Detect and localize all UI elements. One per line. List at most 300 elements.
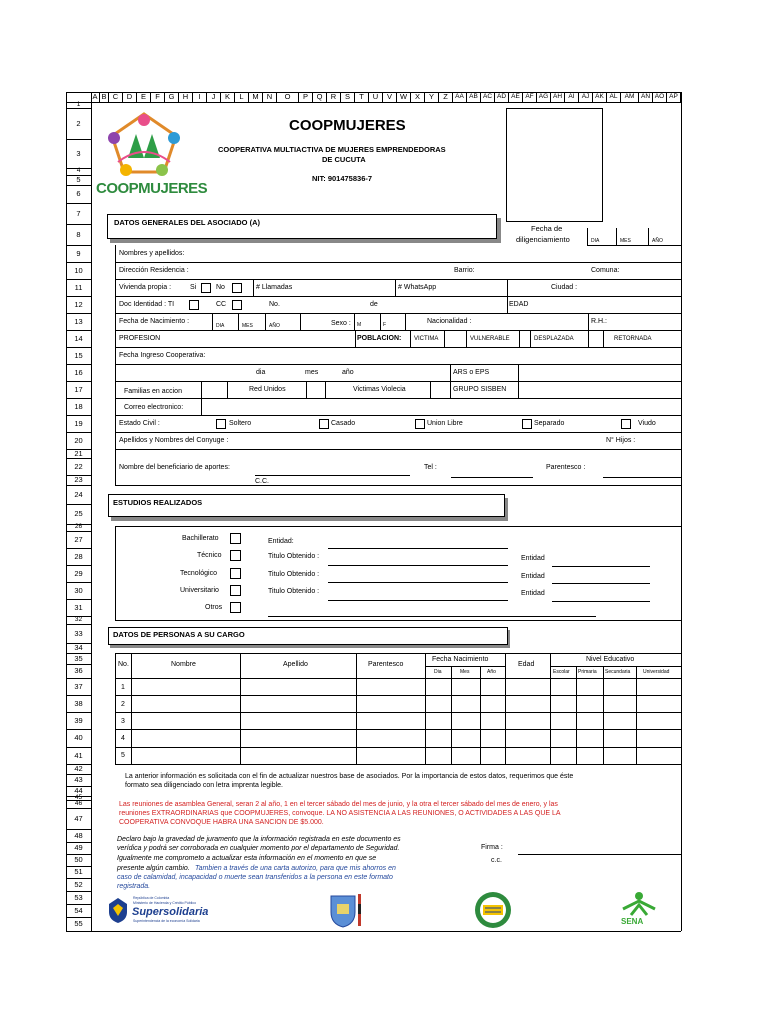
red-note-2: reuniones EXTRAORDINARIAS que COOPMUJERES, convoque. LA NO ASISTENCIA A LAS REUNIONES, O ACTIVIDADES A LAS QUE LA [119,810,561,817]
vulnerable-option[interactable]: VULNERABLE [470,336,510,342]
sena-wordmark: SENA [621,917,644,926]
row-number: 2 [76,118,81,128]
photo-box[interactable] [506,108,603,222]
viudo-label: Viudo [638,420,656,427]
row-number: 41 [74,750,83,760]
declaration-4: presente algún cambio. [117,865,190,872]
divider [507,279,508,296]
estado-civil-label: Estado Civil : [119,420,160,427]
blue-note-3: registrada. [117,883,151,890]
row-number: 50 [74,855,83,865]
row-separator [66,262,91,263]
column-header: AP [667,92,681,102]
divider [576,666,577,765]
divider [354,313,355,330]
fecha-nac-dia: DIA [216,323,225,329]
cargo-row-number: 3 [121,718,125,725]
row-separator [66,245,91,246]
bachillerato-checkbox[interactable] [230,533,241,544]
desplazada-option[interactable]: DESPLAZADA [534,336,574,342]
row-number: 33 [74,628,83,638]
titulo-3-label: Titulo Obtenido : [268,588,320,595]
row-number: 40 [74,733,83,743]
firma-label: Firma : [481,844,503,851]
row-separator [66,224,91,225]
col-parentesco: Parentesco [368,661,404,668]
col-secundaria: Secundaria [605,669,631,675]
profesion-label: PROFESION [119,335,161,342]
row-number: 47 [74,813,83,823]
cargo-row-number: 4 [121,735,125,742]
divider [648,228,649,245]
row-separator [66,485,91,486]
rh-label: R.H.: [591,318,607,325]
otros-label: Otros [205,604,223,611]
column-header: Q [313,92,327,102]
column-header: C [109,92,123,102]
frame-rownum-sep [91,92,92,931]
row-separator [66,504,91,505]
fecha-nac-label: Fecha de Nacimiento : [119,318,190,325]
divider [530,330,531,347]
row-separator [66,599,91,600]
col-primaria: Primaria [578,669,597,675]
column-header: F [151,92,165,102]
fecha-dia: DIA [591,238,600,244]
org-name: COOPMUJERES [289,117,406,134]
col-nombre: Nombre [171,661,196,668]
row-number: 39 [74,715,83,725]
row-separator [66,931,91,932]
divider [450,381,451,398]
divider [507,296,508,313]
whatsapp-label: # WhatsApp [398,284,437,291]
row-separator [66,548,91,549]
row-number: 49 [74,843,83,853]
column-header: AD [495,92,509,102]
edad-label: EDAD [509,301,529,308]
divider [552,583,650,584]
row-number: 34 [74,643,83,653]
cargo-row-number: 2 [121,701,125,708]
divider [227,381,228,398]
col-edad: Edad [518,661,535,668]
info-note-1: La anterior información es solicitada con el fin de actualizar nuestros base de asociados. Por la importancia de estos datos, requerimos que éste [125,773,574,780]
row-number: 28 [74,551,83,561]
cucuta-shield-icon [328,892,362,928]
column-header: AC [481,92,495,102]
row-separator [66,185,91,186]
divider [518,854,681,855]
sexo-m: M [357,322,362,328]
fecha-nac-mes: MES [242,323,253,329]
de-label: de [370,301,378,308]
comuna-label: Comuna: [591,267,620,274]
row-separator [66,582,91,583]
row-separator [66,878,91,879]
divider [552,601,650,602]
frame-bottom [66,931,681,932]
row-number: 6 [76,189,81,199]
divider [115,330,681,331]
divider [212,313,213,330]
row-separator [66,347,91,348]
column-header: V [383,92,397,102]
viudo-checkbox[interactable] [621,419,631,429]
alcaldia-seal-icon [473,891,513,929]
blue-note-1: Tambien a través de una carta autorizo, para que mis ahorros en [195,865,396,872]
row-number: 42 [74,764,83,774]
row-number: 10 [74,265,83,275]
red-unidos-label: Red Unidos [249,386,286,393]
divider [300,313,301,330]
row-separator [66,364,91,365]
tecnico-label: Técnico [197,552,222,559]
divider [265,313,266,330]
col-universidad: Universidad [643,669,670,675]
row-separator [66,829,91,830]
row-number: 11 [74,282,83,292]
conyuge-label: Apellidos y Nombres del Conyuge : [119,437,229,444]
union-libre-checkbox[interactable] [415,419,425,429]
col-escolar: Escolar [553,669,570,675]
column-header: M [249,92,263,102]
victima-option[interactable]: VICTIMA [414,336,439,342]
ars-label: ARS o EPS [453,369,490,376]
header-bottom-line [66,102,681,103]
divider [451,477,533,478]
divider [201,398,202,415]
union-libre-label: Union Libre [427,420,463,427]
divider [115,398,681,399]
row-separator [66,381,91,382]
casado-checkbox[interactable] [319,419,329,429]
col-mes: Mes [460,669,470,675]
nacionalidad-label: Nacionalidad : [427,318,472,325]
entidad-label: Entidad: [268,538,294,545]
divider [603,477,681,478]
column-header: D [123,92,137,102]
column-header: S [341,92,355,102]
row-separator [66,808,91,809]
vivienda-no-checkbox[interactable] [232,283,242,293]
soltero-label: Soltero [229,420,252,427]
blue-note-2: caso de calamidad, incapacidad o muerte sean transferidos a la persona en este formato [117,874,393,881]
row-number: 24 [74,489,83,499]
row-number: 53 [74,892,83,902]
row-number: 15 [74,350,83,360]
universitario-checkbox[interactable] [230,585,241,596]
titulo-2-label: Titulo Obtenido : [268,571,320,578]
ingreso-mes: mes [305,369,319,376]
red-note-1: Las reuniones de asamblea General, seran 2 al año, 1 en el tercer sábado del mes de junio, y la otra el tercer sábado del mes de enero, y las [119,801,558,808]
row-number: 3 [76,148,81,158]
row-number: 35 [74,653,83,663]
divider [268,616,596,617]
divider [410,330,411,347]
column-header: AJ [579,92,593,102]
col-no: No. [118,661,129,668]
divider [115,381,681,382]
vivienda-label: Vivienda propia : [119,284,172,291]
row-number: 9 [76,248,81,258]
fecha-nac-ano: AÑO [269,323,280,329]
beneficiario-label: Nombre del beneficiario de aportes: [119,464,230,471]
row-number: 32 [74,615,83,623]
column-header: AI [565,92,579,102]
row-number: 14 [74,333,83,343]
org-full-line2: DE CUCUTA [322,155,366,164]
divider [405,313,406,330]
column-header: E [137,92,151,102]
row-number: 55 [74,919,83,929]
divider [355,330,356,347]
column-header: AA [453,92,467,102]
super-small-2: Ministerio de Hacienda y Crédito Público [133,901,197,905]
divider [131,653,132,765]
row-number: 22 [74,461,83,471]
column-header: T [355,92,369,102]
si-label: Si [190,284,197,291]
separado-checkbox[interactable] [522,419,532,429]
row-number: 54 [74,905,83,915]
row-number: 27 [74,534,83,544]
section-general-title: DATOS GENERALES DEL ASOCIADO (A) [114,218,260,227]
row-separator [66,891,91,892]
row-number: 38 [74,698,83,708]
sexo-label: Sexo : [331,320,351,327]
row-number: 37 [74,681,83,691]
column-header: AH [551,92,565,102]
tel-label: Tel : [424,464,437,471]
divider [115,296,681,297]
ti-checkbox[interactable] [189,300,199,310]
fecha-mes: MES [620,238,631,244]
correo-label: Correo electronico: [124,404,184,411]
vivienda-si-checkbox[interactable] [201,283,211,293]
doc-identidad-label: Doc Identidad : TI [119,301,175,308]
divider [306,381,307,398]
row-separator [66,415,91,416]
column-header: AE [509,92,523,102]
divider [115,747,681,748]
divider [505,653,506,765]
row-separator [66,139,91,140]
divider [115,415,681,416]
column-header: X [411,92,425,102]
declaration-1: Declaro bajo la gravedad de juramento que la información registrada en este documento es [117,836,401,843]
row-separator [66,330,91,331]
logo-wordmark: COOPMUJERES [96,180,208,197]
row-separator [66,432,91,433]
ciudad-label: Ciudad : [551,284,578,291]
row-number: 29 [74,568,83,578]
divider [115,364,681,365]
row-number: 13 [74,316,83,326]
no-doc-label: No. [269,301,280,308]
section-cargo-title: DATOS DE PERSONAS A SU CARGO [113,630,245,639]
divider [255,475,410,476]
info-note-2: formato sea diligenciado con letra imprenta legible. [125,782,283,789]
column-header: J [207,92,221,102]
row-separator [66,398,91,399]
divider [588,330,589,347]
divider [115,695,681,696]
row-number: 7 [76,208,81,218]
column-header: G [165,92,179,102]
firma-cc-label: c.c. [491,857,502,864]
familias-label: Familias en accion [124,388,182,395]
fecha-ano: AÑO [652,238,663,244]
row-number: 52 [74,879,83,889]
row-separator [66,712,91,713]
titulo-1-label: Titulo Obtenido : [268,553,320,560]
cc-checkbox[interactable] [232,300,242,310]
grupo-sisben-label: GRUPO SISBEN [453,386,507,393]
column-header: L [235,92,249,102]
divider [115,313,681,314]
cargo-row-number: 5 [121,752,125,759]
column-header: AM [621,92,639,102]
otros-checkbox[interactable] [230,602,241,613]
col-nivel: Nivel Educativo [586,656,635,663]
divider [115,678,681,679]
no-label: No [216,284,225,291]
row-number: 25 [74,509,83,519]
row-number: 20 [74,435,83,445]
divider [328,548,508,549]
row-separator [66,565,91,566]
divider [588,313,589,330]
column-header: P [299,92,313,102]
row-separator [66,296,91,297]
divider [115,712,681,713]
column-header: O [277,92,299,102]
row-separator [66,729,91,730]
row-number: 45 [74,793,83,801]
row-separator [66,747,91,748]
universitario-label: Universitario [180,587,219,594]
entidad-3-label: Entidad [521,573,545,580]
row-number: 16 [74,367,83,377]
row-number: 1 [76,100,81,108]
col-ano: Año [487,669,496,675]
row-number: 18 [74,401,83,411]
row-separator [66,279,91,280]
nombres-label: Nombres y apellidos: [119,250,185,257]
red-note-3: COOPERATIVA CONVOQUE HABRA UNA SANCION DE $5.000. [119,819,324,826]
column-header: AL [607,92,621,102]
declaration-3: Igualmente me comprometo a actualizar esta información en el momento en que se [117,855,377,862]
divider [466,330,467,347]
divider [328,600,508,601]
divider [603,666,604,765]
column-header: K [221,92,235,102]
direccion-label: Dirección Residencia : [119,267,189,274]
divider [636,666,637,765]
row-separator [66,458,91,459]
divider [519,330,520,347]
row-separator [66,624,91,625]
row-number: 5 [76,175,81,185]
cc-beneficiario-label: C.C. [255,478,269,485]
divider [115,432,681,433]
column-header: H [179,92,193,102]
row-separator [66,664,91,665]
divider [201,381,202,398]
row-number: 36 [74,666,83,676]
victimas-violencia-label: Victimas Violecia [353,386,406,393]
column-header: AK [593,92,607,102]
supersolidaria-emblem-icon [107,896,129,924]
divider [115,729,681,730]
retornada-option[interactable]: RETORNADA [614,336,652,342]
column-header: AN [639,92,653,102]
divider [451,666,452,765]
divider [115,485,681,486]
soltero-checkbox[interactable] [216,419,226,429]
cc-label: CC [216,301,227,308]
row-separator [66,678,91,679]
ingreso-dia: dia [256,369,266,376]
divider [587,228,588,245]
column-header: AF [523,92,537,102]
row-separator [66,695,91,696]
column-header: R [327,92,341,102]
row-separator [66,203,91,204]
org-full-line1: COOPERATIVA MULTIACTIVA DE MUJERES EMPRENDEDORAS [218,145,446,154]
column-header: AO [653,92,667,102]
row-number: 17 [74,384,83,394]
divider [552,566,650,567]
parentesco-label: Parentesco : [546,464,586,471]
fecha-ingreso-label: Fecha Ingreso Cooperativa: [119,352,206,359]
divider [616,228,617,245]
divider [380,313,381,330]
row-separator [66,531,91,532]
divider [444,330,445,347]
fecha-label-1: Fecha de [531,224,563,233]
llamadas-label: # Llamadas [256,284,293,291]
divider [115,347,681,348]
row-number: 12 [74,299,83,309]
divider [395,279,396,296]
column-header: A [91,92,100,102]
divider [238,313,239,330]
tecnologico-checkbox[interactable] [230,568,241,579]
divider [425,653,426,765]
divider [115,262,681,263]
hijos-label: N° Hijos : [606,437,636,444]
row-number: 31 [74,602,83,612]
nit: NIT: 901475836-7 [312,174,373,183]
row-number: 26 [74,523,83,531]
entidad-2-label: Entidad [521,555,545,562]
column-header: Y [425,92,439,102]
row-number: 8 [76,229,81,239]
column-header: N [263,92,277,102]
column-header: I [193,92,207,102]
col-dia: Dia [434,669,442,675]
barrio-label: Barrio: [454,267,475,274]
divider [480,666,481,765]
divider [328,582,508,583]
divider [253,279,254,296]
sexo-f: F [383,322,387,328]
frame-right [681,92,682,931]
tecnologico-label: Tecnológico [180,570,217,577]
tecnico-checkbox[interactable] [230,550,241,561]
